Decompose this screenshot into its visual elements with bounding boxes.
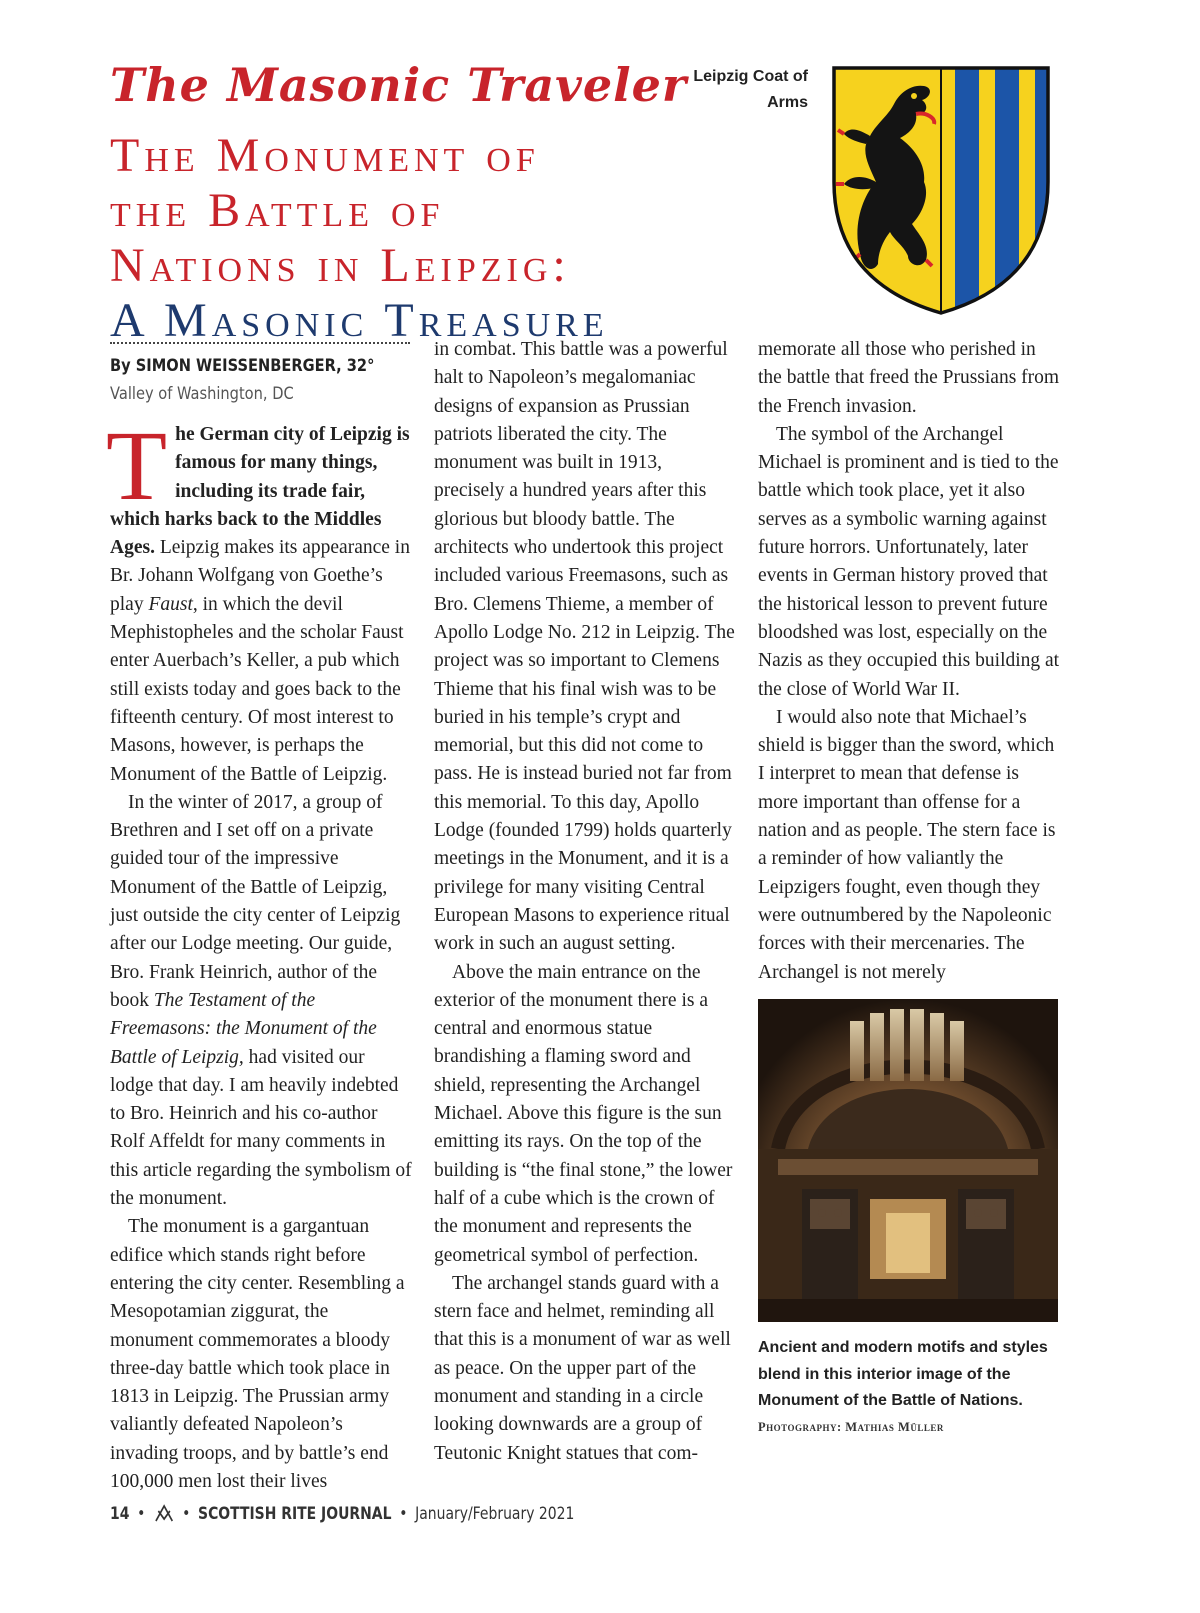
masonic-emblem-icon [153, 1503, 174, 1523]
article-lede: he German city of Leipzig is famous for many things, including its trade fair, which harks back to the Middles Ages. [110, 424, 410, 559]
paragraph-3-continued: in combat. This battle was a powerful halt to Napoleon’s megalomaniac designs of expansion as Prussian patriots liberated the city. The monument was built in 1913, precisely a hundred years after this glorious but bloody battle. The architects who undertook this project included various Freemasons, such as Bro. Clemens Thieme, a member of Apollo Lodge No. 212 in Leipzig. The project was so important to Clemens Thieme that his final wish was to be buried in his temple’s crypt and memorial, but this did not come to pass. He is instead buried not far from this memorial. To this day, Apollo Lodge (founded 1799) holds quarterly meetings in the Monument, and it is a privilege for many visiting Central European Masons to experience ritual work in such an august setting. [434, 339, 735, 955]
paragraph-4: Above the main entrance on the exterior of the monument there is a central and enormous statue brandishing a flaming sword and shield, representing the Archangel Michael. Above this figure is the sun emitting its rays. On the top of the building is “the final stone,” the lower half of a cube which is the crown of the monument and represents the geometrical symbol of perfection. [434, 961, 733, 1266]
photo-caption: Ancient and modern motifs and styles blend in this interior image of the Monument of the Battle of Nations. [758, 1339, 1048, 1409]
paragraph-1-text-b: , in which the devil Mephistopheles and the scholar Faust enter Auerbach’s Keller, a pub which still exists today and goes back to the fifteenth century. Of most interest to Masons, however, is perhaps the Monument of the Battle of Leipzig. [110, 593, 404, 785]
article-headline [110, 128, 609, 348]
paragraph-2-text-b: had visited our lodge that day. I am heavily indebted to Bro. Heinrich and his co-author Rolf Affeldt for many comments in this article regarding the symbolism of the monument. [110, 1046, 412, 1210]
paragraph-5: The archangel stands guard with a stern face and helmet, reminding all that this is a monument of war as well as peace. On the upper part of the monument and standing in a circle looking downwards are a group of Teutonic Knight statues that com- [434, 1272, 731, 1464]
byline [110, 352, 410, 408]
article-column-2 [434, 336, 736, 1468]
faust-title: Faust [148, 593, 193, 615]
paragraph-3: The monument is a gargantuan edifice which stands right before entering the city center. Resembling a Mesopotamian ziggurat, the monument commemorates a bloody three-day battle which took place in 1813 in Leipzig. The Prussian army valiantly defeated Napoleon’s invading troops, and by battle’s end 100,000 men lost their lives [110, 1216, 405, 1492]
byline-divider [110, 342, 410, 344]
paragraph-2-text-a: In the winter of 2017, a group of Brethren and I set off on a private guided tour of the impressive Monument of the Battle of Leipzig, just outside the city center of Leipzig after our Lodge meeting. Our guide, Bro. Frank Heinrich, author of the book [110, 791, 401, 1011]
article-column-3 [758, 336, 1060, 987]
book-title: The Testament of the Freemasons: the Monument of the Battle of Leipzig, [110, 989, 377, 1068]
coat-of-arms-label: Leipzig Coat of Arms [693, 68, 808, 111]
paragraph-1-text-a: Leipzig makes its appearance in Br. Johann Wolfgang von Goethe’s play [110, 537, 410, 615]
article-column-1 [106, 410, 412, 1496]
headline-line-4: A Masonic Treasure [110, 294, 609, 347]
headline-line-3: Nations in Leipzig: [110, 239, 571, 292]
author-name: By SIMON WEISSENBERGER, 32° [110, 356, 375, 376]
drop-cap: T [106, 410, 168, 521]
page-number: 14 [110, 1504, 130, 1524]
headline-line-2: the Battle of [110, 184, 445, 237]
monument-interior-photo [758, 999, 1058, 1322]
paragraph-7: I would also note that Michael’s shield is bigger than the sword, which I interpret to mean that defense is more important than offense for a nation and as people. The stern face is a reminder of how valiantly the Leipzigers fought, even though they were outnumbered by the Napoleonic forces with their mercenaries. The Archangel is not merely [758, 706, 1056, 983]
paragraph-5-continued: memorate all those who perished in the battle that freed the Prussians from the French invasion. [758, 339, 1060, 417]
publication-name: SCOTTISH RITE JOURNAL [198, 1504, 392, 1524]
leipzig-coat-of-arms-image [830, 64, 1052, 316]
page-footer: 14 • • SCOTTISH RITE JOURNAL • January/February 2021 [110, 1504, 575, 1524]
section-kicker: The Masonic Traveler [110, 58, 688, 112]
author-valley: Valley of Washington, DC [110, 384, 294, 404]
issue-date: January/February 2021 [415, 1504, 575, 1524]
paragraph-6: The symbol of the Archangel Michael is prominent and is tied to the battle which took place, yet it also serves as a symbolic warning against future horrors. Unfortunately, later events in German history proved that the historical lesson to prevent future bloodshed was lost, especially on the Nazis as they occupied this building at the close of World War II. [758, 423, 1060, 700]
headline-line-1: The Monument of [110, 129, 540, 182]
paragraph-2 [110, 789, 412, 1213]
photo-credit: Photography: Mathias Müller [758, 1420, 944, 1434]
paragraph-1 [106, 410, 412, 789]
